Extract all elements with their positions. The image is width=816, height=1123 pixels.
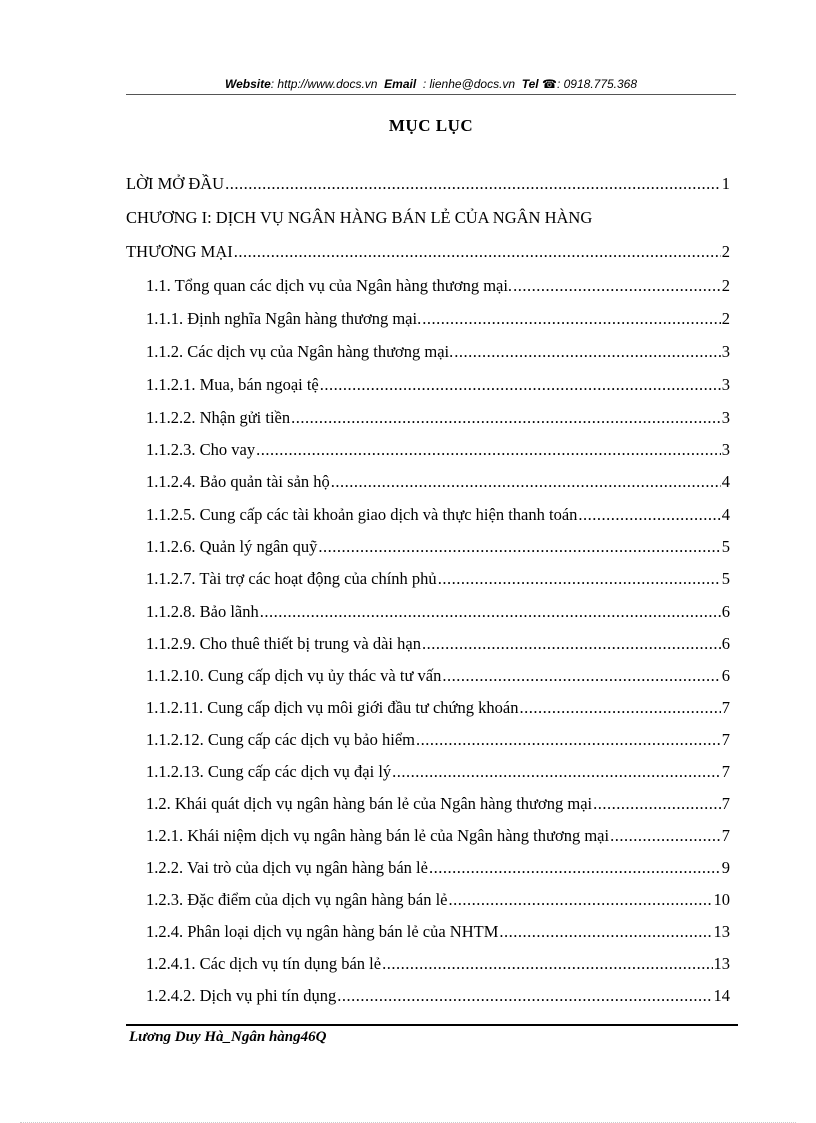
toc-entry-label: 1.1.2.10. Cung cấp dịch vụ ủy thác và tư vấn (146, 666, 442, 685)
toc-leader-dots (392, 761, 721, 783)
toc-entry-label: 1.1.2.2. Nhận gửi tiền (146, 408, 291, 427)
toc-page-number: 7 (721, 698, 730, 717)
toc-entry-label: THƯƠNG MẠI (126, 242, 233, 261)
email-value: : lienhe@docs.vn (422, 77, 516, 91)
toc-page-number: 10 (713, 890, 730, 909)
toc-page-number: 6 (721, 602, 730, 621)
toc-entry-label: 1.1.2.8. Bảo lãnh (146, 602, 259, 621)
toc-leader-dots (256, 439, 721, 461)
document-header (126, 77, 736, 91)
toc-entry-label: 1.2.4.2. Dịch vụ phi tín dụng (146, 986, 337, 1005)
toc-entry[interactable] (126, 207, 730, 229)
page-title: MỤC LỤC (388, 116, 474, 135)
tel-label: Tel (521, 77, 539, 91)
toc-page-number: 3 (721, 342, 730, 361)
toc-entry-label: 1.1.2.6. Quản lý ngân quỹ (146, 537, 318, 556)
toc-page-number: 3 (721, 440, 730, 459)
toc-page-number: 5 (721, 569, 730, 588)
toc-page-number: 2 (721, 309, 730, 328)
toc-leader-dots (260, 601, 721, 623)
toc-entry-label: 1.1.1. Định nghĩa Ngân hàng thương mại. (146, 309, 422, 328)
toc-leader-dots (320, 374, 721, 396)
toc-entry-label: 1.1.2.5. Cung cấp các tài khoản giao dịch và thực hiện thanh toán (146, 505, 578, 524)
toc-entry[interactable] (146, 275, 730, 297)
toc-leader-dots (225, 173, 721, 195)
toc-entry-label: 1.1.2.7. Tài trợ các hoạt động của chính phủ (146, 569, 437, 588)
toc-entry-label: 1.2.4.1. Các dịch vụ tín dụng bán lẻ (146, 954, 382, 973)
toc-entry[interactable] (146, 504, 730, 526)
toc-page-number: 3 (721, 375, 730, 394)
tel-value: : 0918.775.368 (556, 77, 638, 91)
website-value: : http://www.docs.vn (270, 77, 378, 91)
toc-page-number: 1 (721, 174, 730, 193)
website-label: Website (224, 77, 271, 91)
toc-entry-label: 1.1.2.11. Cung cấp dịch vụ môi giới đầu tư chứng khoán (146, 698, 519, 717)
toc-entry-label: LỜI MỞ ĐẦU (126, 174, 225, 193)
toc-page-number: 4 (721, 472, 730, 491)
toc-entry[interactable] (126, 241, 730, 263)
toc-page-number: 6 (721, 666, 730, 685)
toc-entry-label: 1.1.2.12. Cung cấp các dịch vụ bảo hiểm (146, 730, 415, 749)
toc-leader-dots (416, 729, 721, 751)
toc-entry[interactable] (146, 439, 730, 461)
toc-entry[interactable] (146, 921, 730, 943)
toc-page-number: 4 (721, 505, 730, 524)
toc-page-number: 5 (721, 537, 730, 556)
toc-entry[interactable] (146, 471, 730, 493)
toc-entry[interactable] (146, 889, 730, 911)
footer-divider (126, 1024, 738, 1026)
toc-page-number: 2 (721, 242, 730, 261)
toc-leader-dots (331, 471, 721, 493)
toc-entry-label: CHƯƠNG I: DỊCH VỤ NGÂN HÀNG BÁN LẺ CỦA NGÂN HÀNG (126, 208, 593, 227)
toc-leader-dots (438, 568, 721, 590)
toc-entry-label: 1.1.2.13. Cung cấp các dịch vụ đại lý (146, 762, 392, 781)
toc-leader-dots (422, 633, 721, 655)
toc-leader-dots (578, 504, 720, 526)
toc-leader-dots (499, 921, 712, 943)
toc-leader-dots (422, 308, 721, 330)
toc-page-number: 7 (721, 794, 730, 813)
toc-leader-dots (610, 825, 721, 847)
toc-page-number: 7 (721, 826, 730, 845)
toc-entry-label: 1.1.2.9. Cho thuê thiết bị trung và dài hạn (146, 634, 421, 653)
toc-entry-label: 1.2.2. Vai trò của dịch vụ ngân hàng bán lẻ (146, 858, 428, 877)
toc-page-number: 7 (721, 762, 730, 781)
toc-entry-label: 1.1.2.4. Bảo quản tài sản hộ (146, 472, 330, 491)
toc-leader-dots (593, 793, 721, 815)
toc-entry[interactable] (146, 825, 730, 847)
toc-entry-label: 1.1.2. Các dịch vụ của Ngân hàng thương mại. (146, 342, 454, 361)
toc-entry[interactable] (146, 568, 730, 590)
toc-leader-dots (442, 665, 720, 687)
toc-leader-dots (234, 241, 721, 263)
toc-leader-dots (429, 857, 721, 879)
toc-entry-label: 1.1. Tổng quan các dịch vụ của Ngân hàng thương mại. (146, 276, 513, 295)
toc-entry-label: 1.1.2.3. Cho vay (146, 440, 256, 459)
toc-leader-dots (318, 536, 720, 558)
toc-entry-label: 1.2.4. Phân loại dịch vụ ngân hàng bán lẻ của NHTM (146, 922, 499, 941)
toc-leader-dots (337, 985, 712, 1007)
toc-entry[interactable] (146, 633, 730, 655)
toc-entry-label: 1.2.1. Khái niệm dịch vụ ngân hàng bán lẻ của Ngân hàng thương mại (146, 826, 610, 845)
toc-leader-dots (382, 953, 712, 975)
toc-entry[interactable] (146, 601, 730, 623)
toc-entry[interactable] (146, 953, 730, 975)
toc-page-number: 13 (713, 954, 730, 973)
toc-entry[interactable] (146, 665, 730, 687)
toc-entry[interactable] (146, 697, 730, 719)
toc-entry[interactable] (146, 729, 730, 751)
toc-leader-dots (454, 341, 720, 363)
toc-leader-dots (449, 889, 713, 911)
toc-leader-dots (519, 697, 720, 719)
toc-page-number: 2 (721, 276, 730, 295)
toc-leader-dots (291, 407, 721, 429)
toc-page-number: 14 (713, 986, 730, 1005)
toc-entry[interactable] (146, 985, 730, 1007)
toc-entry[interactable] (146, 857, 730, 879)
toc-entry[interactable] (126, 173, 730, 195)
toc-page-number: 3 (721, 408, 730, 427)
toc-page-number: 6 (721, 634, 730, 653)
toc-page-number: 13 (713, 922, 730, 941)
toc-entry[interactable] (146, 536, 730, 558)
toc-page-number: 9 (721, 858, 730, 877)
email-label: Email (384, 77, 417, 91)
toc-entry-label: 1.2. Khái quát dịch vụ ngân hàng bán lẻ của Ngân hàng thương mại (146, 794, 593, 813)
phone-icon: ☎ (542, 77, 557, 91)
toc-entry-label: 1.1.2.1. Mua, bán ngoại tệ (146, 375, 319, 394)
toc-entry[interactable] (146, 407, 730, 429)
toc-entry[interactable] (146, 761, 730, 783)
toc-page-number: 7 (721, 730, 730, 749)
footer-author: Lương Duy Hà_Ngân hàng46Q (129, 1029, 327, 1045)
toc-leader-dots (513, 275, 721, 297)
toc-entry[interactable] (146, 374, 730, 396)
toc-entry[interactable] (146, 308, 730, 330)
toc-entry[interactable] (146, 793, 730, 815)
toc-entry[interactable] (146, 341, 730, 363)
toc-entry-label: 1.2.3. Đặc điểm của dịch vụ ngân hàng bán lẻ (146, 890, 448, 909)
header-divider (126, 94, 736, 95)
